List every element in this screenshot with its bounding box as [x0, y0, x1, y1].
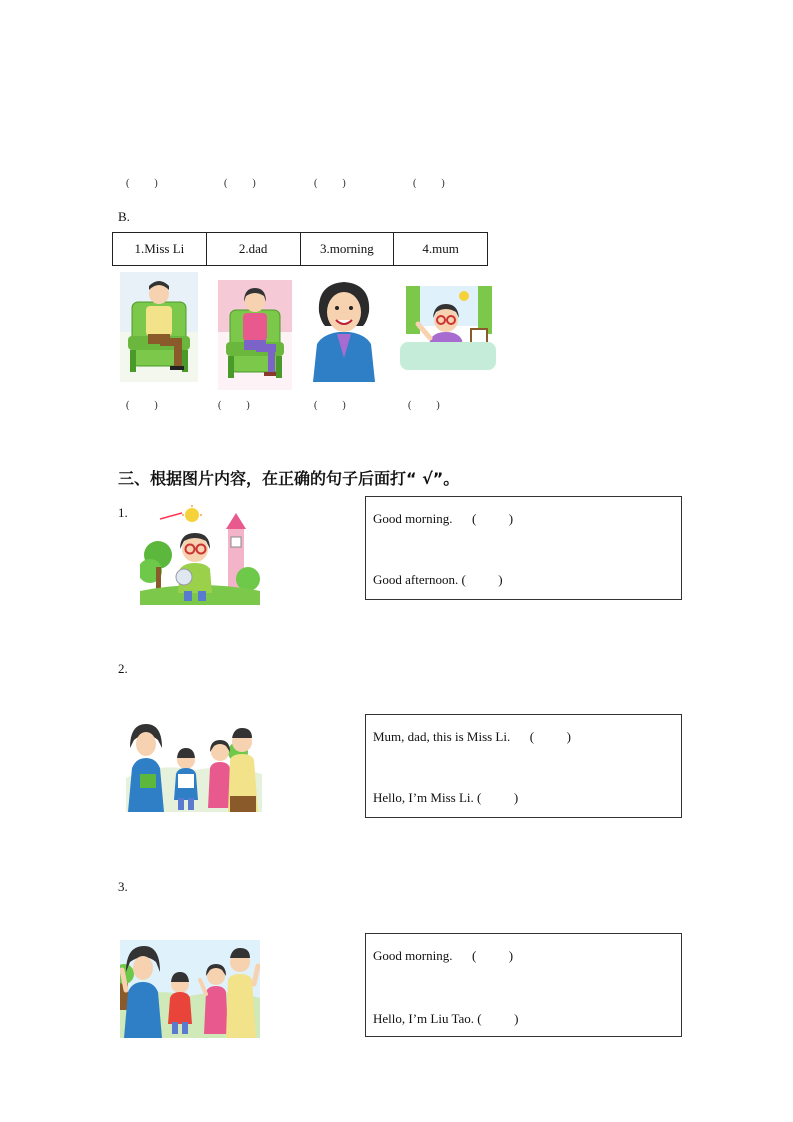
picture-mum-in-chair [218, 280, 292, 390]
question-2-options-box [365, 714, 682, 818]
answer-paren-b1[interactable]: ( ) [126, 400, 158, 411]
question-3-option-2[interactable]: Hello, I’m Liu Tao. ( ) [373, 1011, 519, 1026]
picture-dad-in-chair [120, 272, 198, 382]
question-1-option-2[interactable]: Good afternoon. ( ) [373, 572, 503, 587]
section-3-heading: 三、根据图片内容，在正确的句子后面打“ √”。 [118, 469, 460, 488]
picture-family-waving [120, 940, 260, 1038]
question-2-option-1[interactable]: Mum, dad, this is Miss Li. ( ) [373, 729, 571, 744]
word-cell-1: 1.Miss Li [113, 233, 207, 266]
word-cell-4: 4.mum [394, 233, 488, 266]
question-3-options-box [365, 933, 682, 1037]
answer-paren-a4[interactable]: ( ) [413, 178, 445, 189]
question-3-number: 3. [118, 879, 128, 894]
picture-girl-park-morning [140, 505, 260, 605]
answer-paren-b3[interactable]: ( ) [314, 400, 346, 411]
question-1-options-box [365, 496, 682, 600]
picture-girl-waking-up [400, 284, 496, 370]
picture-family-meets-teacher [126, 718, 262, 812]
answer-paren-b4[interactable]: ( ) [408, 400, 440, 411]
question-3-option-1[interactable]: Good morning. ( ) [373, 948, 514, 963]
answer-paren-b2[interactable]: ( ) [218, 400, 250, 411]
question-2-number: 2. [118, 661, 128, 676]
picture-miss-li [309, 278, 379, 382]
word-cell-2: 2.dad [206, 233, 300, 266]
question-1-number: 1. [118, 505, 128, 520]
answer-paren-a1[interactable]: ( ) [126, 178, 158, 189]
section-b-label: B. [118, 209, 130, 224]
question-1-option-1[interactable]: Good morning. ( ) [373, 511, 514, 526]
answer-paren-a2[interactable]: ( ) [224, 178, 256, 189]
word-cell-3: 3.morning [300, 233, 394, 266]
question-2-option-2[interactable]: Hello, I’m Miss Li. ( ) [373, 790, 519, 805]
answer-paren-a3[interactable]: ( ) [314, 178, 346, 189]
word-bank-table [112, 232, 488, 266]
